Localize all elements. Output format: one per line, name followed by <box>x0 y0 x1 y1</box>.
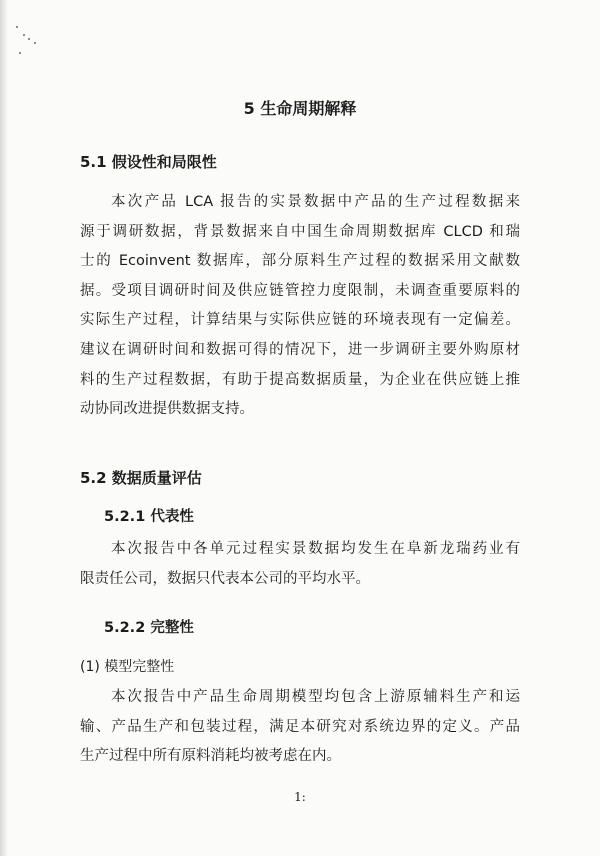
paragraph-line: 动协同改进提供数据支持。 <box>80 401 254 418</box>
paragraph-line: 士的 Ecoinvent 数据库，部分原料生产过程的数据采用文献数 <box>80 253 520 270</box>
scan-specks <box>14 22 44 62</box>
paragraph-line: 输、产品生产和包装过程，满足本研究对系统边界的定义。产品 <box>80 718 520 735</box>
paragraph-line: 料的生产过程数据，有助于提高数据质量，为企业在供应链上推 <box>80 371 520 388</box>
subsection-heading-5-2-2: 5.2.2 完整性 <box>104 620 194 636</box>
item-label-model-completeness: (1) 模型完整性 <box>80 659 175 675</box>
paragraph-line: 源于调研数据，背景数据来自中国生命周期数据库 CLCD 和瑞 <box>80 223 520 240</box>
scan-edge-shadow <box>0 0 8 856</box>
paragraph-line: 本次报告中各单元过程实景数据均发生在阜新龙瑞药业有 <box>111 541 520 557</box>
subsection-heading-5-2-1: 5.2.1 代表性 <box>104 509 194 525</box>
paragraph-line: 建议在调研时间和数据可得的情况下，进一步调研主要外购原材 <box>80 341 520 358</box>
paragraph-line: 限责任公司，数据只代表本公司的平均水平。 <box>80 570 370 587</box>
section-heading-5-1: 5.1 假设性和局限性 <box>80 153 217 171</box>
paragraph-line: 本次报告中产品生命周期模型均包含上游原辅料生产和运 <box>111 689 520 705</box>
subsection-5-2-1-paragraph <box>80 535 520 594</box>
page-number: 1: <box>294 790 306 804</box>
paragraph-line: 实际生产过程，计算结果与实际供应链的环境表现有一定偏差。 <box>80 312 520 329</box>
paragraph-line: 本次产品 LCA 报告的实景数据中产品的生产过程数据来 <box>111 194 520 210</box>
chapter-title: 5 生命周期解释 <box>243 99 357 118</box>
section-5-1-paragraph <box>80 188 520 425</box>
paragraph-line: 生产过程中所有原料消耗均被考虑在内。 <box>80 748 341 765</box>
section-heading-5-2: 5.2 数据质量评估 <box>80 469 202 487</box>
paragraph-line: 据。受项目调研时间及供应链管控力度限制，未调查重要原料的 <box>80 282 520 299</box>
subsection-5-2-2-paragraph <box>80 683 520 772</box>
